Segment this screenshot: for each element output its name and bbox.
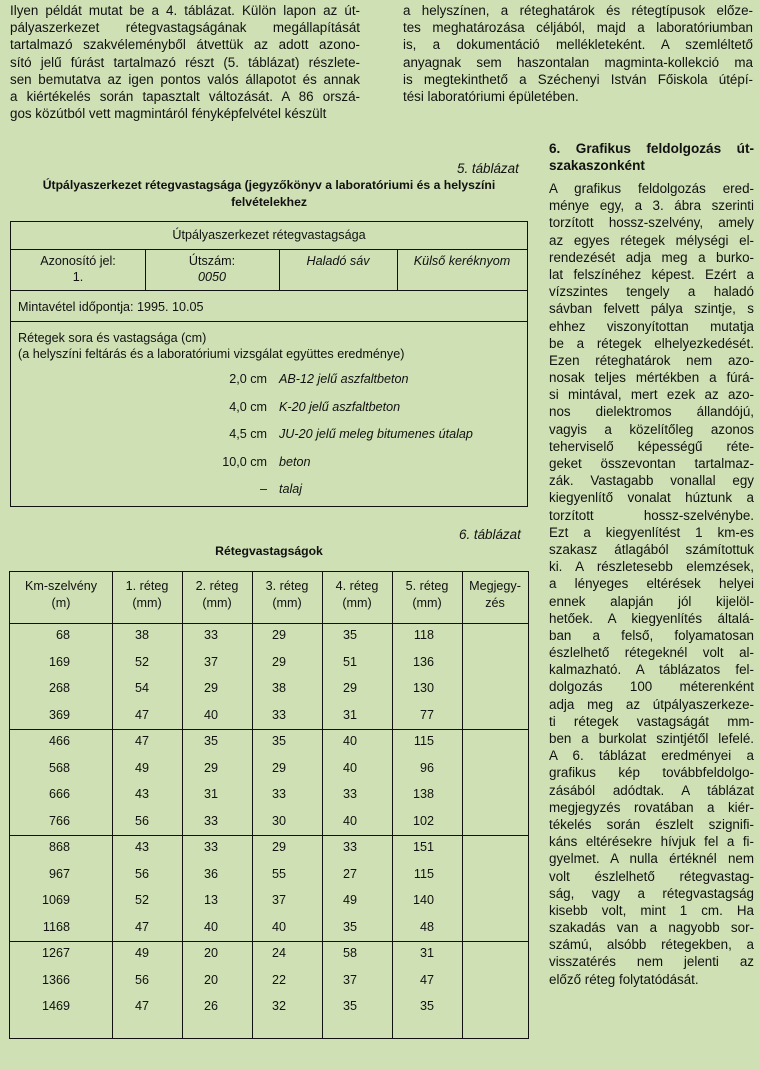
id-cell — [11, 249, 145, 290]
layer-row — [11, 482, 527, 502]
table-cell: 169 — [48, 654, 70, 669]
table-cell: 136 — [412, 654, 434, 669]
table-cell: 47 — [419, 972, 434, 987]
table-cell: 37 — [203, 654, 218, 669]
table-cell: 35 — [342, 919, 357, 934]
section-6-body-line: a lényeges eltérések helyei — [549, 576, 754, 592]
section-6-body-line: torzított hossz-szelvény, amely — [549, 215, 754, 231]
table-cell: 40 — [342, 813, 357, 828]
intro-right-line: tes meghatározása céljából, majd a laboratóriumban — [403, 20, 753, 36]
column-header-line: (mm) — [202, 596, 232, 610]
table-cell: 30 — [271, 813, 286, 828]
table-cell: 20 — [203, 972, 218, 987]
column-header-line: (mm) — [342, 596, 372, 610]
table-5 — [10, 221, 528, 507]
column-header-line: 1. réteg — [125, 579, 169, 593]
column-header-line: 2. réteg — [195, 579, 239, 593]
table-5-header: Útpályaszerkezet rétegvastagsága — [11, 222, 527, 250]
section-6-body-line: A 6. táblázat eredményei a — [549, 748, 754, 764]
table-cell: 466 — [48, 734, 70, 748]
section-6-body-line: A grafikus feldolgozás ered- — [549, 181, 754, 196]
section-6-body-line: észlelhető rétegeknél volt al- — [549, 645, 754, 661]
table-cell: 51 — [342, 654, 357, 669]
table-cell: 35 — [419, 999, 434, 1014]
table-cell: 102 — [412, 813, 434, 828]
table-cell: 56 — [134, 866, 149, 881]
table-cell: 369 — [48, 707, 70, 722]
intro-left-line: tartalmazó szakvéleményből átvettük az adott azono- — [10, 37, 360, 53]
section-6-body-line: ban a felső, folyamatosan — [549, 627, 754, 643]
layer-material: talaj — [279, 482, 303, 496]
intro-left-line: Ilyen példát mutat be a 4. táblázat. Külön lapon az út- — [10, 3, 360, 18]
layer-row — [11, 455, 527, 475]
section-6-body-line: ennek alapján jól kijelöl- — [549, 593, 754, 609]
table-cell: 35 — [342, 999, 357, 1014]
section-6-body-line: vagyis a közelítőleg azonos — [549, 421, 754, 437]
column-header — [182, 578, 252, 612]
table-cell: 37 — [271, 893, 286, 908]
table-cell: 54 — [134, 681, 149, 696]
table-cell: 35 — [271, 734, 286, 748]
table-cell: 26 — [203, 999, 218, 1014]
intro-left-line: sító jelű fúrást tartalmazó részt (5. táblázat) részlete- — [10, 54, 360, 70]
section-6-body-line: kalmazható. A táblázatos fel- — [549, 662, 754, 678]
road-value: 0050 — [197, 270, 227, 284]
table-6-label: 6. táblázat — [459, 527, 521, 542]
table-cell: 96 — [419, 760, 434, 775]
section-6-title — [549, 140, 754, 174]
section-6-body-line: sávban felvett pálya szintje, s — [549, 301, 754, 317]
table-cell: 1168 — [42, 919, 70, 934]
table-cell: 31 — [342, 707, 357, 722]
column-header — [252, 578, 322, 612]
section-6-body-line: geket összevontan tartalmaz- — [549, 456, 754, 471]
layer-thickness: 2,0 cm — [229, 372, 267, 386]
section-6-body-line: ménye egy, a 3. ábra szerinti — [549, 198, 754, 214]
table-cell: 58 — [342, 946, 357, 960]
section-6-body-line: visszatérés nem jelenti az — [549, 954, 754, 970]
column-header — [462, 578, 528, 612]
section-6-body-line: megjegyzés rovatában a kiér- — [549, 799, 754, 815]
intro-left-line: a kiértékelés során tapasztalt változását. A 86 orszá- — [10, 88, 360, 104]
layer-material: AB-12 jelű aszfaltbeton — [279, 372, 409, 386]
table-cell: 268 — [48, 681, 70, 696]
table-5-caption: Útpályaszerkezet rétegvastagsága (jegyzőkönyv a laboratóriumi és a helyszíni felvételekhez — [42, 178, 496, 209]
section-6-body-line: előző réteg folytatódását. — [549, 971, 699, 987]
table-5-meta-row — [11, 249, 527, 291]
table-cell: 13 — [203, 893, 218, 908]
section-6-title-line-2: szakaszonként — [549, 158, 645, 173]
column-header — [112, 578, 182, 612]
intro-left-line: sen bemutatva az igen pontos valós állapotot és annak — [10, 71, 360, 87]
section-6-body-line: vízszintes tengely a haladó — [549, 284, 754, 300]
intro-left-line: gos közútból vett magmintáról fényképfelvétel készült — [10, 106, 327, 122]
table-cell: 33 — [203, 840, 218, 854]
intro-right-line: is, a dokumentáció mellékleteként. A szemléltető — [403, 37, 753, 53]
table-cell: 1366 — [41, 972, 70, 987]
section-6-title-line-1: 6. Grafikus feldolgozás út- — [549, 141, 754, 156]
table-cell: 766 — [48, 813, 70, 828]
section-6-body-line: ki. A részletesebb elemzések, — [549, 559, 754, 575]
table-cell: 33 — [271, 707, 286, 722]
table-cell: 52 — [134, 654, 149, 669]
section-6-body-line: ehhez viszonyítottan mutatja — [549, 318, 754, 334]
section-6-body-line: ben a burkolat szintjétől lefelé. — [549, 731, 754, 746]
table-cell: 1069 — [41, 893, 70, 908]
table-cell: 967 — [48, 866, 70, 881]
table-cell: 666 — [48, 787, 70, 802]
table-cell: 77 — [419, 707, 434, 722]
section-6-body-line: hetőek. A kiegyenlítés általá- — [549, 610, 754, 626]
section-6-body-line: torzított hossz-szelvénybe. — [549, 507, 754, 523]
column-header — [10, 578, 112, 612]
table-cell: 29 — [271, 760, 286, 775]
table-cell: 31 — [419, 946, 434, 960]
table-cell: 22 — [271, 972, 286, 987]
layer-thickness: 10,0 cm — [222, 454, 267, 469]
road-label: Útszám: — [188, 254, 236, 268]
column-header — [392, 578, 462, 612]
table-cell: 36 — [203, 866, 218, 881]
table-cell: 27 — [342, 866, 357, 881]
table-cell: 151 — [412, 840, 434, 854]
section-6-body-line: gyelmet. A nulla értéknél nem — [549, 851, 754, 867]
table-cell: 38 — [271, 681, 286, 696]
lane-cell: Haladó sáv — [306, 254, 370, 268]
table-cell: 40 — [342, 760, 357, 775]
column-header-line: zés — [485, 596, 505, 610]
id-value: 1. — [72, 270, 84, 284]
intro-paragraph-right — [403, 2, 753, 105]
table-cell: 29 — [203, 760, 218, 775]
section-6-body-line: teherviselő képességű réte- — [549, 438, 754, 454]
table-cell: 33 — [342, 840, 357, 854]
table-cell: 37 — [342, 972, 357, 987]
section-6-body-line: dolgozás 100 méterenként — [549, 679, 754, 695]
table-cell: 38 — [134, 628, 149, 642]
section-6-body-line: be a rétegek elhelyezkedését. — [549, 335, 754, 351]
column-header-line: (m) — [51, 596, 71, 610]
layer-material: beton — [279, 454, 311, 469]
table-6 — [9, 571, 529, 1039]
table-cell: 56 — [134, 813, 149, 828]
table-cell: 52 — [134, 893, 149, 908]
section-6-body — [549, 180, 754, 988]
table-cell: 56 — [134, 972, 149, 987]
table-cell: 33 — [342, 787, 357, 802]
table-cell: 115 — [413, 734, 434, 748]
table-cell: 29 — [342, 681, 357, 696]
table-cell: 29 — [203, 681, 218, 696]
table-cell: 55 — [271, 866, 286, 881]
wheel-cell: Külső keréknyom — [413, 254, 511, 268]
section-6-body-line: kiegyenlítő vonalat húztunk a — [549, 490, 754, 506]
table-6-caption: Rétegvastagságok — [215, 544, 323, 558]
column-header-line: 3. réteg — [265, 579, 309, 593]
column-header-line: 5. réteg — [405, 579, 449, 593]
table-cell: 47 — [134, 734, 149, 748]
table-cell: 1267 — [41, 946, 70, 960]
table-cell: 35 — [203, 734, 218, 748]
table-cell: 29 — [271, 654, 286, 669]
layer-material: JU-20 jelű meleg bitumenes útalap — [279, 427, 473, 441]
column-header-line: 4. réteg — [335, 579, 379, 593]
section-6-body-line: zásából adódtak. A táblázat — [549, 782, 754, 798]
table-cell: 33 — [203, 813, 218, 828]
section-6-body-line: nosak teljes mértékben a fúrá- — [549, 370, 754, 386]
table-cell: 33 — [203, 628, 218, 642]
table-cell: 130 — [412, 681, 434, 696]
table-cell: 1469 — [41, 999, 70, 1014]
layer-material: K-20 jelű aszfaltbeton — [279, 399, 401, 414]
table-cell: 47 — [134, 707, 149, 722]
table-cell: 40 — [203, 919, 218, 934]
section-6-body-line: Ezt a kiegyenlítést 1 km-es — [549, 524, 754, 540]
section-6-body-line: kisebb volt, mint 1 cm. Ha — [549, 902, 754, 918]
table-cell: 43 — [134, 787, 149, 802]
layer-thickness: – — [259, 482, 267, 496]
section-6-body-line: szakadás van a nagyobb sor- — [549, 920, 754, 936]
intro-right-line: a helyszínen, a réteghatárok és rétegtípusok előze- — [403, 3, 753, 18]
table-cell: 138 — [412, 787, 434, 802]
section-6-body-line: ti rétegek vastagságát mm- — [549, 713, 754, 729]
intro-paragraph-left — [10, 2, 360, 122]
column-header-line: (mm) — [272, 596, 302, 610]
table-cell: 33 — [271, 787, 286, 802]
column-header-line: (mm) — [132, 596, 162, 610]
section-6-body-line: számú, alsóbb rétegekben, a — [549, 937, 754, 953]
layers-title — [18, 330, 404, 362]
table-cell: 47 — [134, 999, 149, 1014]
section-6-body-line: volt észlelhető rétegvastag- — [549, 868, 754, 884]
section-6-body-line: adja meg az útpályaszerkeze- — [549, 696, 754, 712]
table-cell: 24 — [271, 946, 286, 960]
table-cell: 48 — [419, 919, 434, 934]
table-cell: 49 — [342, 893, 357, 908]
intro-right-line: tési laboratóriumi épületében. — [403, 88, 579, 104]
column-header-line: (mm) — [412, 596, 442, 610]
table-cell: 118 — [413, 628, 434, 642]
table-cell: 568 — [48, 760, 70, 775]
table-cell: 140 — [412, 893, 434, 908]
table-cell: 20 — [203, 946, 218, 960]
section-6-body-line: zák. Vastagabb vonallal egy — [549, 473, 754, 489]
table-cell: 32 — [271, 999, 286, 1014]
section-6-body-line: ság, vagy a rétegvastagság — [549, 885, 754, 901]
table-cell: 868 — [48, 840, 70, 854]
intro-right-line: is megtekinthető a Széchenyi István Főiskola útépí- — [403, 71, 753, 87]
id-label: Azonosító jel: — [40, 254, 116, 268]
section-6-body-line: szakasz átlagából számítottuk — [549, 541, 754, 557]
column-header-line: Megjegy- — [469, 579, 521, 593]
section-6-body-line: grafikus kép továbbfeldolgo- — [549, 765, 754, 781]
section-6-body-line: tékelés során észlelt szignifi- — [549, 816, 754, 832]
section-6-body-line: Ezen réteghatárok nem azo- — [549, 352, 754, 368]
intro-right-line: anyagnak sem haszontalan magminta-kollekció ma — [403, 54, 753, 70]
table-5-label: 5. táblázat — [457, 161, 519, 176]
section-6-body-line: az egyes rétegek mélységi el- — [549, 232, 754, 248]
layers-title-main: Rétegek sora és vastagsága (cm) — [18, 331, 207, 345]
layer-row — [11, 427, 527, 447]
section-6-body-line: si mintával, mert ezek az azo- — [549, 387, 754, 403]
section-6-body-line: rendezését adja meg a burko- — [549, 249, 754, 265]
table-cell: 31 — [203, 787, 218, 802]
column-header-line: Km-szelvény — [24, 579, 98, 593]
table-cell: 35 — [342, 628, 357, 642]
table-cell: 40 — [342, 734, 357, 748]
table-cell: 43 — [134, 840, 149, 854]
column-header — [322, 578, 392, 612]
table-cell: 29 — [271, 628, 286, 642]
table-cell: 115 — [413, 866, 434, 881]
table-cell: 68 — [55, 628, 70, 642]
table-cell: 49 — [134, 946, 149, 960]
intro-left-line: pályaszerkezet rétegvastagságának megállapítását — [10, 20, 360, 36]
sampling-date: Mintavétel időpontja: 1995. 10.05 — [18, 300, 204, 314]
table-cell: 40 — [203, 707, 218, 722]
table-cell: 47 — [134, 919, 149, 934]
layer-thickness: 4,0 cm — [229, 399, 267, 414]
layer-thickness: 4,5 cm — [229, 427, 267, 441]
layer-row — [11, 400, 527, 420]
layer-row — [11, 372, 527, 392]
road-cell — [145, 249, 279, 290]
section-6-body-line: nos dielektromos állandójú, — [549, 404, 754, 420]
section-6-body-line: lat felszínéhez képest. Ezért a — [549, 266, 754, 282]
section-6-body-line: káns eltérésekre hívjuk fel a fi- — [549, 834, 754, 850]
table-cell: 40 — [271, 919, 286, 934]
layers-title-sub: (a helyszíni feltárás és a laboratóriumi vizsgálat együttes eredménye) — [18, 347, 405, 361]
table-cell: 29 — [271, 840, 286, 854]
table-cell: 49 — [134, 760, 149, 775]
